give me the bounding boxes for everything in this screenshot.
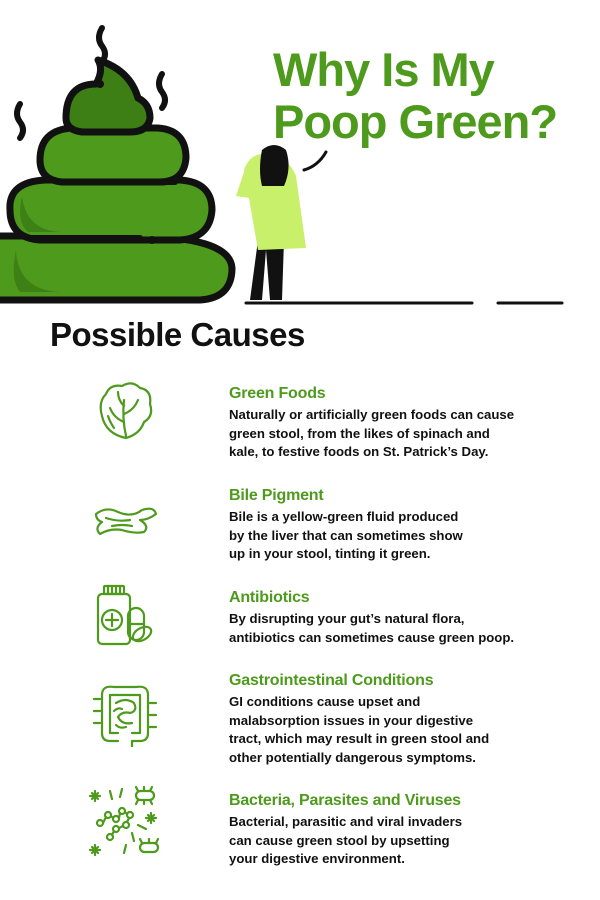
title-line-2: Poop Green? [273,95,558,148]
cause-description: By disrupting your gut’s natural flora, antibiotics can sometimes cause green poop. [229,611,515,645]
cause-description: Bile is a yellow-green fluid produced by the liver that can sometimes show up in your stool, tinting it green. [229,509,463,562]
cause-description: GI conditions cause upset and malabsorption issues in your digestive tract, which may result in green stool and other potentially dangerous symptoms. [229,694,490,765]
section-title: Possible Causes [50,316,305,353]
leafy-greens-icon [92,378,158,444]
cause-heading: Bacteria, Parasites and Viruses [229,792,461,809]
intestines-icon [92,681,158,747]
woman-figure-icon [236,145,326,300]
bile-pigment-icon [92,492,158,558]
bacteria-icon [86,785,162,861]
pills-bottle-icon [92,582,158,648]
page-title [273,44,557,148]
cause-heading: Antibiotics [229,589,310,606]
cause-description: Naturally or artificially green foods can cause green stool, from the likes of spinach and kale, to festive foods on St. Patrick’s Day. [229,407,515,460]
cause-description: Bacterial, parasitic and viral invaders can cause green stool by upsetting your digestive environment. [229,814,463,867]
cause-heading: Green Foods [229,385,326,402]
cause-heading: Bile Pigment [229,487,324,504]
title-line-1: Why Is My [273,43,494,96]
cause-heading: Gastrointestinal Conditions [229,672,434,689]
